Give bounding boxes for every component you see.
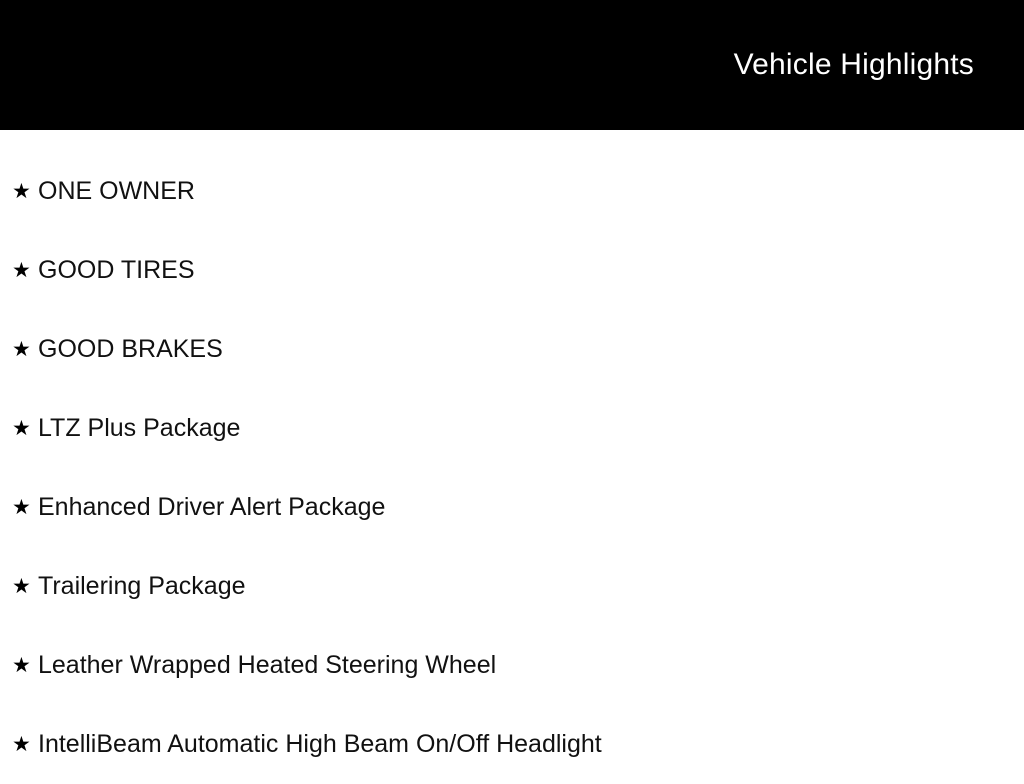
star-icon: ★ xyxy=(12,733,31,756)
list-item xyxy=(0,705,1024,784)
star-icon: ★ xyxy=(12,575,31,598)
highlight-label: Leather Wrapped Heated Steering Wheel xyxy=(38,650,497,679)
highlight-label: Enhanced Driver Alert Package xyxy=(38,492,386,521)
vehicle-highlights-list xyxy=(0,130,1024,784)
highlight-label: LTZ Plus Package xyxy=(38,413,241,442)
list-item xyxy=(0,231,1024,310)
highlight-label: GOOD BRAKES xyxy=(38,334,223,363)
header-bar xyxy=(0,0,1024,130)
highlight-label: GOOD TIRES xyxy=(38,255,195,284)
list-item xyxy=(0,152,1024,231)
highlight-label: IntelliBeam Automatic High Beam On/Off Headlight xyxy=(38,729,602,758)
list-item xyxy=(0,389,1024,468)
list-item xyxy=(0,468,1024,547)
list-item xyxy=(0,310,1024,389)
page-title: Vehicle Highlights xyxy=(733,48,974,81)
highlight-label: ONE OWNER xyxy=(38,176,195,205)
star-icon: ★ xyxy=(12,338,31,361)
star-icon: ★ xyxy=(12,496,31,519)
list-item xyxy=(0,547,1024,626)
list-item xyxy=(0,626,1024,705)
star-icon: ★ xyxy=(12,180,31,203)
highlight-label: Trailering Package xyxy=(38,571,246,600)
star-icon: ★ xyxy=(12,654,31,677)
star-icon: ★ xyxy=(12,417,31,440)
star-icon: ★ xyxy=(12,259,31,282)
